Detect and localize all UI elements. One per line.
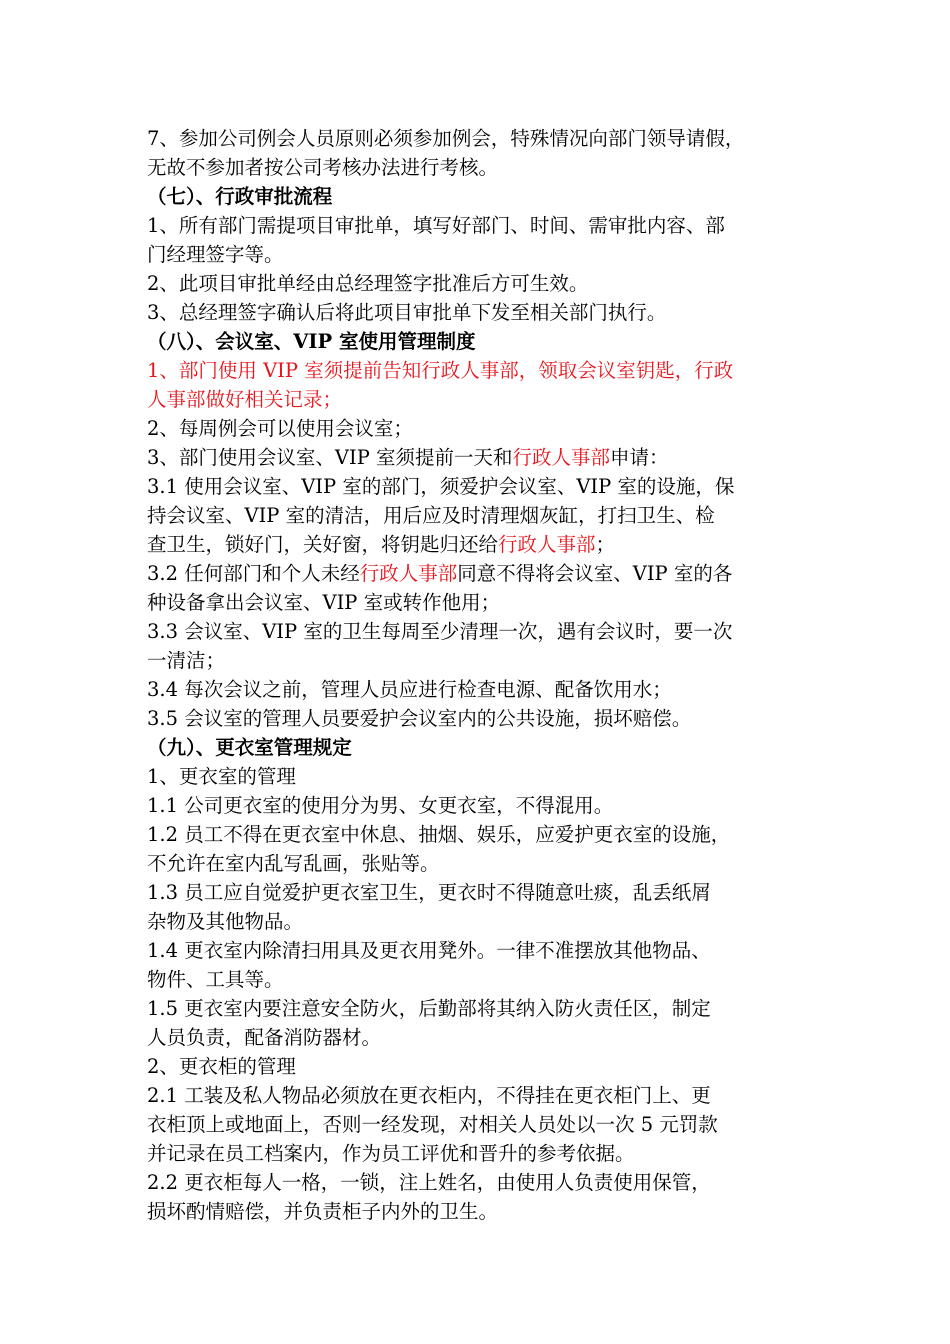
text-line: 不允许在室内乱写乱画，张贴等。 [147, 852, 440, 875]
text-line: 3、总经理签字确认后将此项目审批单下发至相关部门执行。 [147, 301, 667, 324]
highlighted-term: 行政人事部 [498, 533, 596, 556]
text-line: 3.1 使用会议室、VIP 室的部门，须爱护会议室、VIP 室的设施，保 [147, 475, 735, 498]
text-line: 1、所有部门需提项目审批单，填写好部门、时间、需审批内容、部 [147, 214, 725, 237]
text-line: 物件、工具等。 [147, 968, 284, 991]
text-line: 无故不参加者按公司考核办法进行考核。 [147, 156, 499, 179]
text-line: 2、更衣柜的管理 [147, 1055, 296, 1078]
text-segment: 3、部门使用会议室、VIP 室须提前一天和 [147, 446, 513, 469]
text-line: 1.1 公司更衣室的使用分为男、女更衣室，不得混用。 [147, 794, 614, 817]
text-line: 1.2 员工不得在更衣室中休息、抽烟、娱乐，应爱护更衣室的设施， [147, 823, 731, 846]
document-body [147, 124, 827, 1226]
text-line: 门经理签字等。 [147, 243, 284, 266]
text-line: 2、每周例会可以使用会议室； [147, 417, 413, 440]
text-segment: 申请： [610, 446, 669, 469]
text-line: 3.3 会议室、VIP 室的卫生每周至少清理一次，遇有会议时，要一次 [147, 620, 733, 643]
text-segment: 3.2 任何部门和个人未经 [147, 562, 360, 585]
highlighted-term: 行政人事部 [359, 562, 458, 585]
text-line: 损坏酌情赔偿，并负责柜子内外的卫生。 [147, 1200, 499, 1223]
highlighted-line: 人事部做好相关记录； [147, 388, 343, 411]
text-line: 持会议室、VIP 室的清洁，用后应及时清理烟灰缸，打扫卫生、检 [147, 504, 715, 527]
section-heading-9: （九）、更衣室管理规定 [147, 736, 352, 759]
text-line: 衣柜顶上或地面上，否则一经发现，对相关人员处以一次 5 元罚款 [147, 1113, 718, 1136]
highlighted-term: 行政人事部 [512, 446, 611, 469]
text-line: 7、参加公司例会人员原则必须参加例会，特殊情况向部门领导请假， [147, 127, 745, 150]
text-line [147, 559, 827, 588]
text-line: 种设备拿出会议室、VIP 室或转作他用； [147, 591, 501, 614]
text-line: 1.5 更衣室内要注意安全防火，后勤部将其纳入防火责任区，制定 [147, 997, 711, 1020]
text-line: 人员负责，配备消防器材。 [147, 1026, 382, 1049]
text-line [147, 530, 827, 559]
text-line: 3.5 会议室的管理人员要爱护会议室内的公共设施，损坏赔偿。 [147, 707, 692, 730]
text-line: 一清洁； [147, 649, 226, 672]
text-segment: ； [595, 533, 616, 556]
text-line [147, 443, 827, 472]
section-heading-8: （八）、会议室、VIP 室使用管理制度 [147, 330, 476, 353]
highlighted-line: 1、部门使用 VIP 室须提前告知行政人事部，领取会议室钥匙，行政 [147, 359, 734, 382]
text-line: 1、更衣室的管理 [147, 765, 296, 788]
text-line: 1.3 员工应自觉爱护更衣室卫生，更衣时不得随意吐痰，乱丢纸屑 [147, 881, 711, 904]
section-heading-7: （七）、行政审批流程 [147, 185, 333, 208]
text-line: 1.4 更衣室内除清扫用具及更衣用凳外。一律不准摆放其他物品、 [147, 939, 711, 962]
text-line: 2、此项目审批单经由总经理签字批准后方可生效。 [147, 272, 589, 295]
text-line: 杂物及其他物品。 [147, 910, 304, 933]
text-segment: 同意不得将会议室、VIP 室的各 [457, 562, 733, 585]
text-line: 2.2 更衣柜每人一格，一锁，注上姓名，由使用人负责使用保管， [147, 1171, 711, 1194]
text-line: 2.1 工装及私人物品必须放在更衣柜内，不得挂在更衣柜门上、更 [147, 1084, 711, 1107]
text-segment: 查卫生，锁好门，关好窗，将钥匙归还给 [147, 533, 499, 556]
text-line: 3.4 每次会议之前，管理人员应进行检查电源、配备饮用水； [147, 678, 672, 701]
text-line: 并记录在员工档案内，作为员工评优和晋升的参考依据。 [147, 1142, 635, 1165]
